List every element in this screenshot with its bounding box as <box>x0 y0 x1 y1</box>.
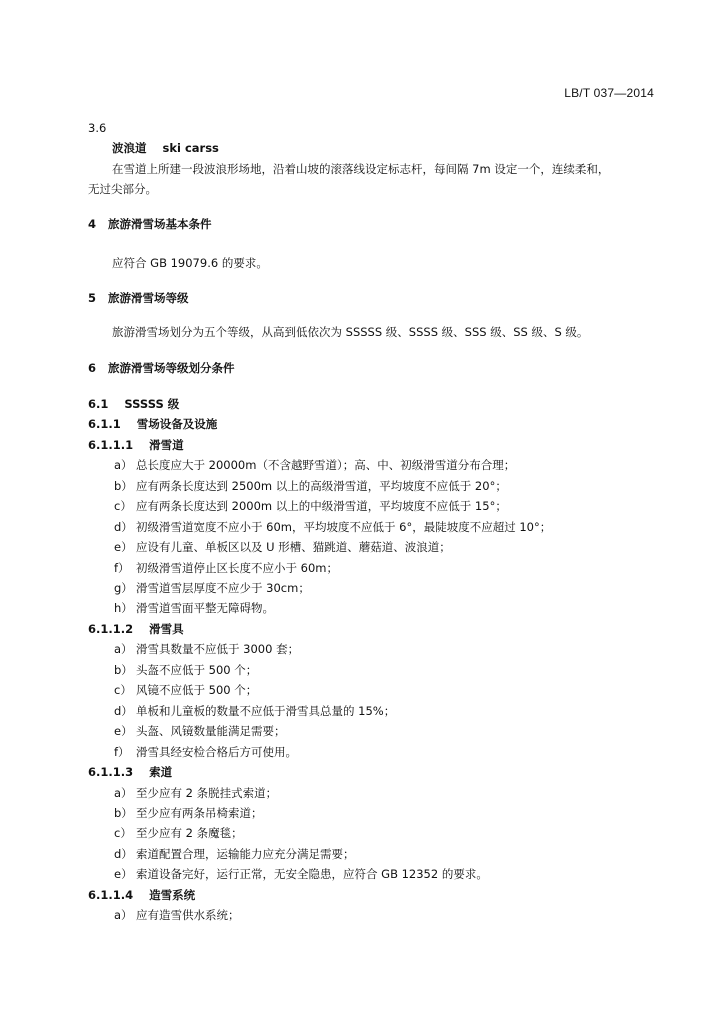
section-number: 6.1.1 <box>88 417 121 431</box>
chapter-4-heading <box>88 216 212 232</box>
section-number: 6.1.1.4 <box>88 888 134 902</box>
section-6-1-1-3-heading <box>88 764 172 780</box>
chapter-number: 6 <box>88 361 97 375</box>
list-text: 索道配置合理，运输能力应充分满足需要； <box>136 847 355 861</box>
list-text: 头盔、风镜数量能满足需要； <box>136 724 286 738</box>
list-marker: b） <box>114 806 133 820</box>
list-item <box>114 580 310 596</box>
list-item <box>114 866 488 882</box>
standard-number: LB/T 037—2014 <box>564 86 654 100</box>
list-marker: d） <box>114 847 133 861</box>
section-number: 6.1.1.1 <box>88 438 134 452</box>
section-6-1-heading <box>88 396 179 412</box>
list-item <box>114 560 338 576</box>
list-item <box>114 744 297 760</box>
term-title-row <box>112 140 219 156</box>
chapter-number: 4 <box>88 217 97 231</box>
chapter-title: 旅游滑雪场等级 <box>108 291 189 305</box>
list-marker: e） <box>114 724 133 738</box>
list-text: 单板和儿童板的数量不应低于滑雪具总量的 15%； <box>136 704 396 718</box>
list-item <box>114 641 299 657</box>
list-marker: a） <box>114 458 133 472</box>
list-text: 应有造雪供水系统； <box>136 908 240 922</box>
list-marker: d） <box>114 520 133 534</box>
list-marker: f） <box>114 745 130 759</box>
list-item <box>114 846 355 862</box>
term-definition-line-2: 无过尖部分。 <box>88 182 157 196</box>
term-cn: 波浪道 <box>112 141 147 155</box>
list-text: 应有两条长度达到 2000m 以上的中级滑雪道，平均坡度不应低于 15°； <box>136 499 507 513</box>
chapter-title: 旅游滑雪场基本条件 <box>108 217 212 231</box>
list-marker: b） <box>114 663 133 677</box>
term-definition-line-1: 在雪道上所建一段波浪形场地，沿着山坡的滚落线设定标志杆，每间隔 7m 设定一个，连续柔和， <box>112 162 610 176</box>
list-item <box>114 907 240 923</box>
list-text: 至少应有 2 条脱挂式索道； <box>136 786 278 800</box>
list-text: 至少应有两条吊椅索道； <box>136 806 263 820</box>
list-marker: g） <box>114 581 133 595</box>
list-text: 滑雪道雪层厚度不应少于 30cm； <box>136 581 310 595</box>
list-item <box>114 785 277 801</box>
list-marker: c） <box>114 683 132 697</box>
chapter-number: 5 <box>88 291 97 305</box>
list-item <box>114 662 257 678</box>
section-title: SSSSS 级 <box>124 397 180 411</box>
list-marker: f） <box>114 561 130 575</box>
chapter-5-text: 旅游滑雪场划分为五个等级，从高到低依次为 SSSSS 级、SSSS 级、SSS 级、SS 级、S 级。 <box>112 325 589 339</box>
section-6-1-1-4-heading <box>88 887 195 903</box>
list-marker: e） <box>114 540 133 554</box>
list-item <box>114 478 507 494</box>
list-marker: a） <box>114 642 133 656</box>
list-text: 头盔不应低于 500 个； <box>136 663 258 677</box>
list-item <box>114 539 451 555</box>
section-title: 滑雪道 <box>149 438 184 452</box>
list-text: 总长度应大于 20000m（不含越野雪道）；高、中、初级滑雪道分布合理； <box>136 458 516 472</box>
chapter-title: 旅游滑雪场等级划分条件 <box>108 361 235 375</box>
section-number: 6.1.1.2 <box>88 622 134 636</box>
list-marker: h） <box>114 601 133 615</box>
list-text: 至少应有 2 条魔毯； <box>136 826 243 840</box>
list-text: 应设有儿童、单板区以及 U 形槽、猫跳道、蘑菇道、波浪道； <box>136 540 451 554</box>
list-text: 初级滑雪道宽度不应小于 60m，平均坡度不应低于 6°，最陡坡度不应超过 10°； <box>136 520 552 534</box>
list-text: 风镜不应低于 500 个； <box>136 683 258 697</box>
list-marker: c） <box>114 826 132 840</box>
list-text: 索道设备完好，运行正常，无安全隐患，应符合 GB 12352 的要求。 <box>136 867 488 881</box>
list-text: 初级滑雪道停止区长度不应小于 60m； <box>136 561 338 575</box>
list-item <box>114 498 507 514</box>
list-item <box>114 457 515 473</box>
list-text: 滑雪道雪面平整无障碍物。 <box>136 601 274 615</box>
list-item <box>114 703 395 719</box>
list-item <box>114 825 243 841</box>
list-marker: a） <box>114 786 133 800</box>
section-6-1-1-1-heading <box>88 437 184 453</box>
section-title: 滑雪具 <box>149 622 184 636</box>
section-title: 雪场设备及设施 <box>136 417 218 431</box>
list-marker: a） <box>114 908 133 922</box>
list-marker: b） <box>114 479 133 493</box>
list-marker: e） <box>114 867 133 881</box>
list-item <box>114 600 274 616</box>
list-item <box>114 805 263 821</box>
chapter-5-heading <box>88 290 189 306</box>
list-text: 滑雪具数量不应低于 3000 套； <box>136 642 300 656</box>
list-item <box>114 519 551 535</box>
list-text: 应有两条长度达到 2500m 以上的高级滑雪道，平均坡度不应低于 20°； <box>136 479 507 493</box>
section-number: 6.1.1.3 <box>88 765 134 779</box>
list-marker: c） <box>114 499 132 513</box>
section-6-1-1-heading <box>88 416 217 432</box>
section-title: 索道 <box>149 765 173 779</box>
clause-number-3-6: 3.6 <box>88 121 107 135</box>
chapter-6-heading <box>88 360 235 376</box>
chapter-4-text: 应符合 GB 19079.6 的要求。 <box>112 256 268 270</box>
term-en: ski carss <box>162 141 219 155</box>
list-item <box>114 723 286 739</box>
list-text: 滑雪具经安检合格后方可使用。 <box>136 745 297 759</box>
section-number: 6.1 <box>88 397 109 411</box>
section-title: 造雪系统 <box>149 888 196 902</box>
list-marker: d） <box>114 704 133 718</box>
section-6-1-1-2-heading <box>88 621 184 637</box>
list-item <box>114 682 257 698</box>
